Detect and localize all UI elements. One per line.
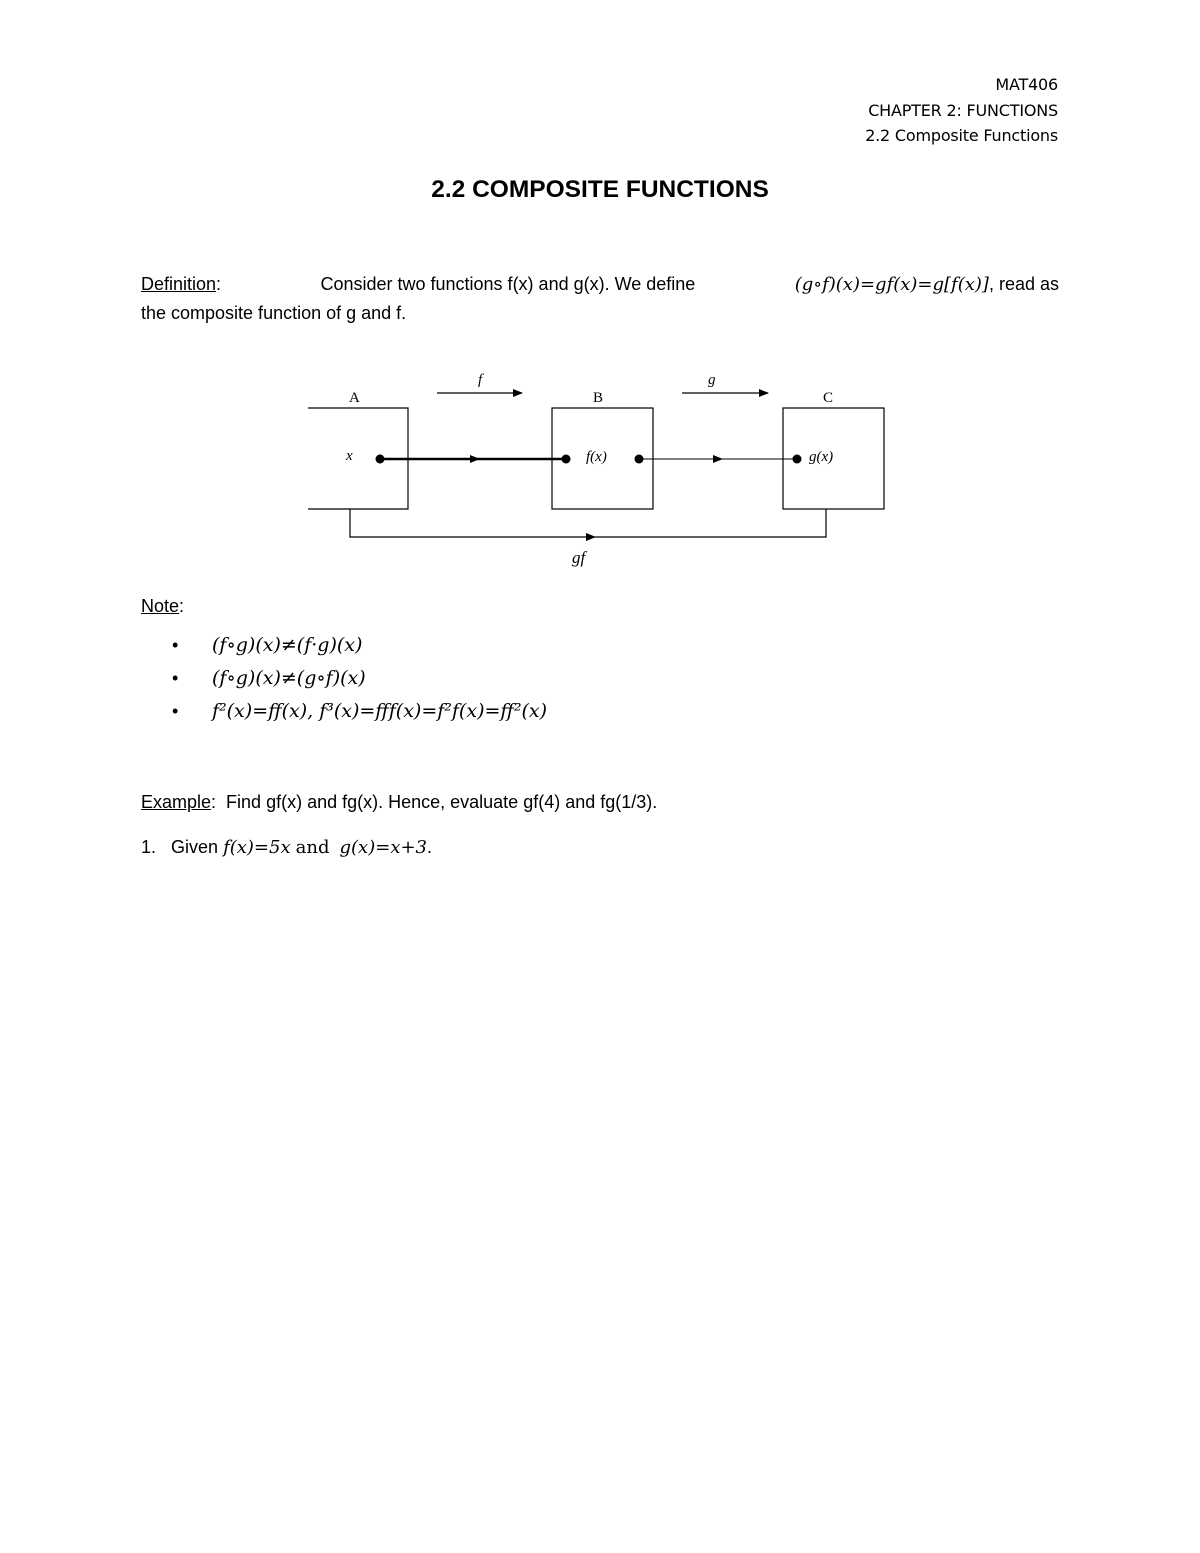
note-heading: Note: xyxy=(141,596,185,616)
note-list xyxy=(172,634,547,733)
composite-bracket xyxy=(350,509,826,537)
composite-label: gf xyxy=(572,548,586,567)
mapping-f-arrowhead xyxy=(470,455,480,463)
and-text: and xyxy=(295,837,330,858)
note-formula-3: f²(x)=ff(x), f³(x)=fff(x)=f²f(x)=ff²(x) xyxy=(212,700,548,722)
definition-formula: (g∘f)(x)=gf(x)=g[f(x)] xyxy=(794,274,989,295)
note-label: Note xyxy=(141,596,180,616)
definition-formula-group xyxy=(795,270,1059,299)
chapter-title: CHAPTER 2: FUNCTIONS xyxy=(868,100,1058,120)
definition-read-as: , read as xyxy=(988,274,1059,294)
example-label: Example xyxy=(141,792,212,812)
definition-label: Definition xyxy=(141,274,217,294)
page-title: 2.2 COMPOSITE FUNCTIONS xyxy=(431,176,769,203)
item-number: 1. xyxy=(141,837,157,857)
period: . xyxy=(427,837,433,857)
example-text: Find gf(x) and fg(x). Hence, evaluate gf(4) and fg(1/3). xyxy=(226,792,658,812)
definition-paragraph xyxy=(141,270,1059,327)
arrow-g-label: g xyxy=(708,372,716,388)
bullet-icon: • xyxy=(172,701,179,721)
composite-arrowhead xyxy=(586,533,596,541)
element-fx-dot xyxy=(562,455,571,464)
f-definition: f(x)=5x xyxy=(223,837,291,858)
section-title: 2.2 Composite Functions xyxy=(865,126,1058,145)
g-definition: g(x)=x+3 xyxy=(339,837,428,858)
definition-label-group: Definition: xyxy=(141,274,222,294)
set-c-label: C xyxy=(823,390,834,406)
composite-function-diagram xyxy=(0,360,1200,600)
given-line xyxy=(141,833,1059,862)
bullet-icon: • xyxy=(172,668,179,688)
note-formula-2: (f∘g)(x)≠(g∘f)(x) xyxy=(212,667,366,689)
example-item-1 xyxy=(141,833,1059,862)
arrow-f-label: f xyxy=(478,372,483,388)
list-item xyxy=(172,700,547,733)
list-item xyxy=(172,634,547,667)
list-item xyxy=(172,667,547,700)
example-paragraph xyxy=(141,788,1059,816)
element-x: x xyxy=(346,448,353,464)
set-a-label: A xyxy=(349,390,360,406)
note-formula-1: (f∘g)(x)≠(f·g)(x) xyxy=(212,634,363,656)
mapping-g-arrowhead xyxy=(713,455,723,463)
element-fx: f(x) xyxy=(586,449,607,465)
element-gx-dot xyxy=(793,455,802,464)
element-gx: g(x) xyxy=(809,449,834,465)
course-code: MAT406 xyxy=(995,75,1058,94)
definition-line-1 xyxy=(141,270,1059,299)
example-line: Example: Find gf(x) and fg(x). Hence, evaluate gf(4) and fg(1/3). xyxy=(141,792,658,812)
page-header xyxy=(865,72,1058,149)
set-b-label: B xyxy=(593,390,604,406)
bullet-icon: • xyxy=(172,635,179,655)
given-text: Given xyxy=(171,837,219,857)
definition-line-2: the composite function of g and f. xyxy=(141,303,407,323)
definition-text: Consider two functions f(x) and g(x). We define xyxy=(320,274,696,294)
